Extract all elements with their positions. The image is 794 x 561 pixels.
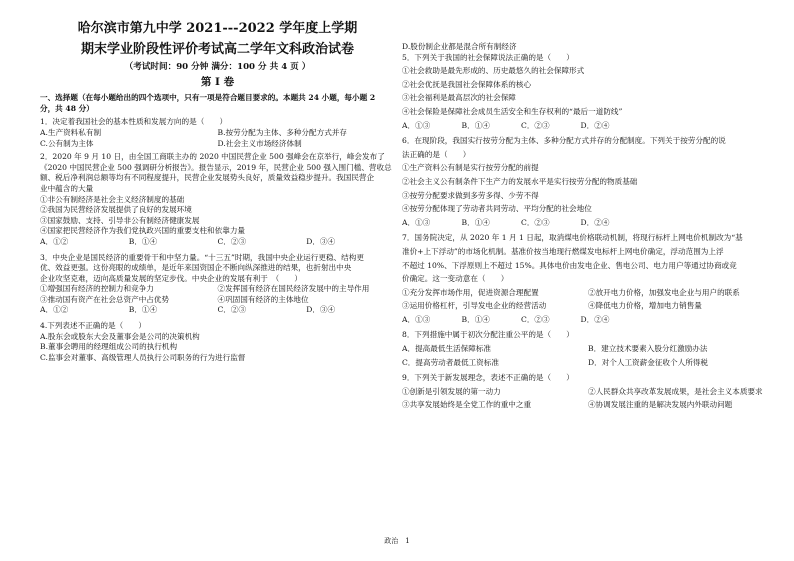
question-3 [40, 253, 395, 317]
q2-line-2: 《2020 中国民营企业 500 强调研分析报告》。报告显示，2019 年，民营企业 500 强入围门槛、营收总 [40, 162, 392, 172]
q7-line-1: 7．国务院决定，从 2020 年 1 月 1 日起，取消煤电价格联动机制，将现行标杆上网电价机制改为“基 [402, 233, 743, 243]
question-1 [40, 117, 395, 149]
q9-statement-4: ④协调发展注重的是解决发展内外联动问题 [588, 400, 733, 410]
q5-stem: 5．下列关于我国的社会保障说法正确的是（ ） [402, 52, 574, 62]
q6-statement-2: ②社会主义公有制条件下生产力的发展水平是实行按劳分配的物质基础 [402, 176, 638, 186]
q1-option-b: B.按劳分配为主体、多种分配方式并存 [217, 127, 347, 137]
q3-option-a: A．①② [40, 305, 69, 315]
q3-option-b: B．①④ [128, 305, 158, 315]
q3-option-d: D．③④ [306, 305, 336, 315]
q7-statement-3: ③运用价格杠杆，引导发电企业的经营活动 [402, 301, 547, 311]
q8-stem: 8．下列措施中属于初次分配注重公平的是（ ） [402, 330, 574, 340]
question-9 [402, 373, 774, 411]
question-6 [402, 136, 774, 228]
q7-option-b: B．①④ [461, 314, 490, 324]
q6-line-1: 6．在现阶段，我国实行按劳分配为主体、多种分配方式并存的分配制度。下列关于按劳分配的说 [402, 136, 726, 146]
q3-line-2: 优、效益更强。这份亮眼的成绩单，是近年来国资国企不断向纵深推进的结果，也折射出中央 [40, 263, 352, 273]
question-4 [40, 321, 395, 363]
q9-statement-3: ③共享发展始终是全党工作的重中之重 [402, 400, 532, 410]
q7-statement-2: ②放开电力价格，加强发电企业与用户的联系 [588, 287, 740, 297]
q4-option-b: B.董事会聘用的经理组成公司的执行机构 [40, 342, 178, 352]
q2-option-a: A．①② [40, 236, 69, 246]
q2-line-4: 业中蕴含的大量 [40, 183, 94, 193]
q9-statement-1: ①创新是引领发展的第一动力 [402, 386, 501, 396]
q2-option-c: C．②③ [217, 236, 247, 246]
q9-stem: 9．下列关于新发展理念，表述不正确的是（ ） [402, 373, 574, 383]
q8-option-c: C．提高劳动者最低工资标准 [402, 357, 499, 367]
left-column [40, 20, 395, 363]
q7-statement-1: ①充分发挥市场作用，促进资源合理配置 [402, 287, 539, 297]
q6-option-a: A．①③ [402, 217, 431, 227]
q4-option-c: C.监事会对董事、高级管理人员执行公司职务的行为进行监督 [40, 352, 246, 362]
volume-label: 第 I 卷 [200, 75, 235, 88]
q7-option-a: A．①③ [402, 314, 431, 324]
right-column [402, 42, 774, 411]
q6-option-c: C．②③ [521, 217, 550, 227]
q5-option-b: B．①④ [461, 120, 490, 130]
section-instruction-2: 分，共 48 分） [40, 103, 94, 113]
q9-statement-2: ②人民群众共享改革发展成果，是社会主义本质要求 [588, 386, 763, 396]
q3-statement-2: ②发挥国有经济在国民经济发展中的主导作用 [217, 284, 370, 294]
q7-statement-4: ④降低电力价格，增加电力销售量 [588, 301, 702, 311]
question-5 [402, 53, 774, 132]
q7-option-d: D．②④ [580, 314, 610, 324]
q1-option-a: A.生产资料私有制 [40, 127, 102, 137]
q1-option-d: D.社会主义市场经济体制 [217, 138, 302, 148]
q2-statement-2: ②我国为民营经济发展提供了良好的发展环境 [40, 205, 192, 215]
q4-option-d: D.股份制企业都是混合所有制经济 [402, 42, 517, 51]
question-7 [402, 233, 774, 325]
q3-line-3: 企业攻坚克难，迈向高质量发展的坚定步伐。中央企业的发展有利于 （ ） [40, 273, 302, 283]
q8-option-a: A．提高最低生活保障标准 [402, 344, 492, 354]
q4-stem: 4.下列表述不正确的是（ ） [40, 321, 146, 331]
q2-statement-1: ①非公有制经济是社会主义经济制度的基础 [40, 194, 185, 204]
q2-statement-4: ④国家把民营经济作为我们党执政兴国的重要支柱和依靠力量 [40, 226, 246, 236]
section-instruction-1: 一、选择题（在每小题给出的四个选项中，只有一项是符合题目要求的。本题共 24 小题，每小题 2 [40, 93, 376, 103]
q8-option-d: D．对个人工资薪金征收个人所得税 [588, 357, 708, 367]
q5-option-a: A．①③ [402, 120, 431, 130]
q5-option-d: D．②④ [580, 120, 610, 130]
title-line-2: 期末学业阶段性评价考试高二学年文科政治试卷 [80, 42, 354, 57]
q3-statement-4: ④巩固国有经济的主体地位 [217, 294, 309, 304]
q3-option-c: C．②③ [217, 305, 247, 315]
q5-option-c: C．②③ [521, 120, 550, 130]
q2-option-d: D．③④ [306, 236, 336, 246]
page-footer: 政治 1 [384, 537, 410, 545]
q5-statement-4: ④社会保险是保障社会成员生活安全和生存权利的“最后一道防线” [402, 106, 623, 116]
q7-option-c: C．②③ [521, 314, 550, 324]
q2-statement-3: ③国家鼓励、支持、引导非公有制经济健康发展 [40, 215, 200, 225]
q7-line-4: 价确定。这一变动意在（ ） [402, 274, 509, 284]
q6-option-b: B．①④ [461, 217, 490, 227]
q1-option-c: C.公有制为主体 [40, 138, 94, 148]
question-8 [402, 330, 774, 368]
q5-statement-1: ①社会救助是最先形成的、历史最悠久的社会保障形式 [402, 66, 585, 76]
q2-option-b: B．①④ [128, 236, 158, 246]
q6-option-d: D．②④ [580, 217, 610, 227]
q6-statement-1: ①生产资料公有制是实行按劳分配的前提 [402, 163, 539, 173]
q4-option-a: A.股东会或股东大会及董事会是公司的决策机构 [40, 331, 200, 341]
q1-stem: 1．决定着我国社会的基本性质和发展方向的是（ ） [40, 117, 228, 127]
q3-statement-3: ③推动国有资产在社会总资产中占优势 [40, 294, 170, 304]
q3-line-1: 3．中央企业是国民经济的重要骨干和中坚力量。“十三五”时期，我国中央企业运行更稳、结构更 [40, 252, 364, 262]
title-line-1: 哈尔滨市第九中学 2021---2022 学年度上学期 [77, 21, 358, 36]
question-2 [40, 152, 395, 247]
q2-line-3: 额、税后净利润总额等均有不同程度提升，民营企业发展势头良好，质量效益稳步提升。我国民营企 [40, 173, 375, 183]
q5-statement-3: ③社会福利是最高层次的社会保障 [402, 93, 516, 103]
q7-line-3: 不超过 10%、下浮原则上不超过 15%。具体电价由发电企业、售电公司、电力用户等通过协商或竞 [402, 260, 737, 270]
q2-line-1: 2．2020 年 9 月 10 日，由全国工商联主办的 2020 中国民营企业 500 强峰会在京举行，峰会发布了 [40, 152, 385, 162]
q7-line-2: 准价+上下浮动”的市场化机制。基准价按当地现行燃煤发电标杆上网电价确定，浮动范围为上浮 [402, 246, 724, 256]
q8-option-b: B．建立技术要素入股分红激励办法 [588, 344, 708, 354]
q3-statement-1: ①增强国有经济的控制力和竞争力 [40, 284, 154, 294]
q6-statement-3: ③按劳分配要求做到多劳多得、少劳不得 [402, 190, 539, 200]
exam-info: （考试时间：90 分钟 满分：100 分 共 4 页 ） [124, 62, 311, 72]
q5-statement-2: ②社会优抚是我国社会保障体系的核心 [402, 79, 532, 89]
q6-line-2: 法正确的是（ ） [402, 149, 471, 159]
q6-statement-4: ④按劳分配体现了劳动者共同劳动、平均分配的社会地位 [402, 204, 592, 214]
